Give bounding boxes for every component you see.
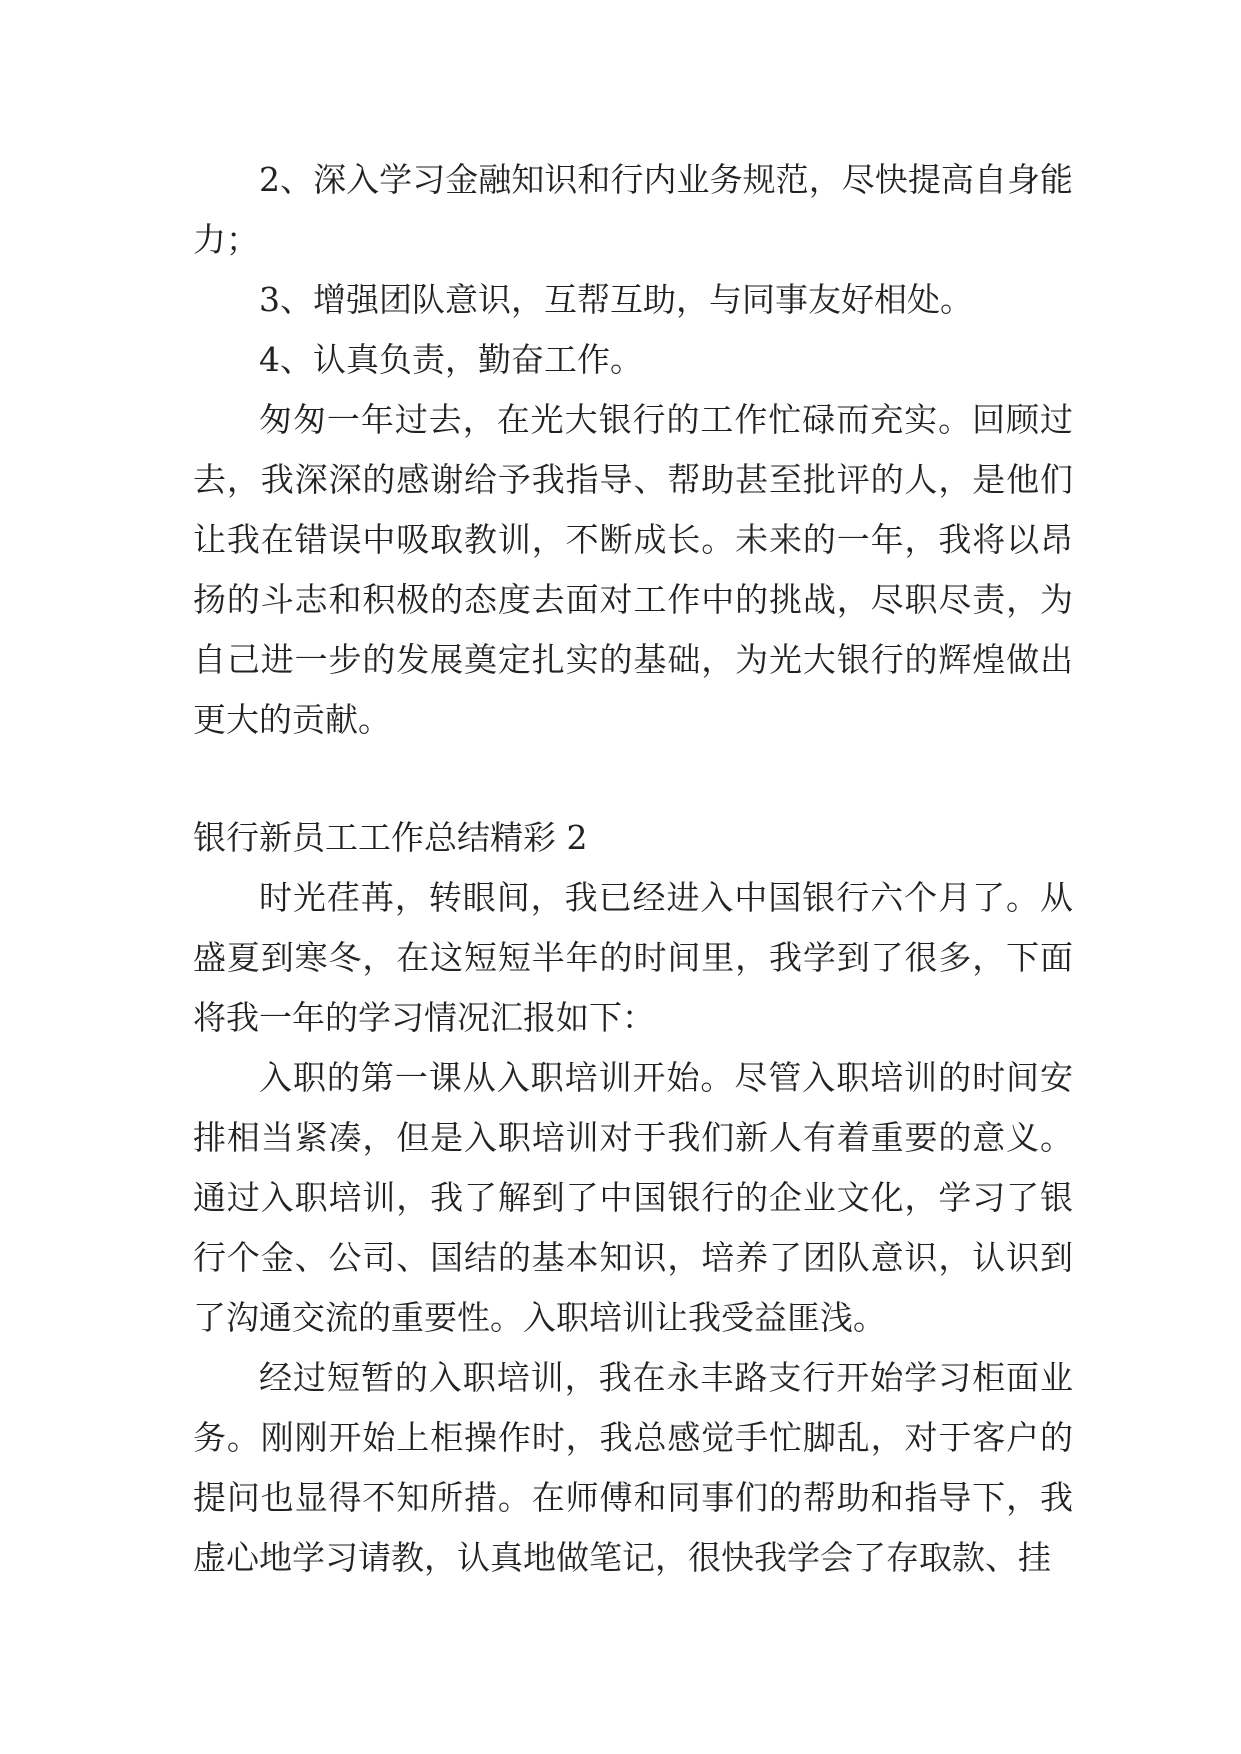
paragraph-counter-work: 经过短暂的入职培训，我在永丰路支行开始学习柜面业务。刚刚开始上柜操作时，我总感觉手忙脚乱，对于客户的提问也显得不知所措。在师傅和同事们的帮助和指导下，我虚心地学习请教，认真地做笔记，很快我学会了存取款、挂 [193, 1358, 1073, 1577]
paragraph-summary: 匆匆一年过去，在光大银行的工作忙碌而充实。回顾过去，我深深的感谢给予我指导、帮助甚至批评的人，是他们让我在错误中吸取教训，不断成长。未来的一年，我将以昂扬的斗志和积极的态度去面对工作中的挑战，尽职尽责，为自己进一步的发展奠定扎实的基础，为光大银行的辉煌做出更大的贡献。 [193, 400, 1073, 739]
paragraph-item-2: 2、深入学习金融知识和行内业务规范，尽快提高自身能力； [193, 160, 1073, 259]
document-page [193, 150, 1073, 1588]
paragraph-training: 入职的第一课从入职培训开始。尽管入职培训的时间安排相当紧凑，但是入职培训对于我们新人有着重要的意义。通过入职培训，我了解到了中国银行的企业文化，学习了银行个金、公司、国结的基本知识，培养了团队意识，认识到了沟通交流的重要性。入职培训让我受益匪浅。 [193, 1058, 1073, 1337]
paragraph-item-4: 4、认真负责，勤奋工作。 [259, 340, 643, 379]
paragraph-intro: 时光荏苒，转眼间，我已经进入中国银行六个月了。从盛夏到寒冬，在这短短半年的时间里，我学到了很多，下面将我一年的学习情况汇报如下： [193, 878, 1073, 1037]
paragraph-item-3: 3、增强团队意识，互帮互助，与同事友好相处。 [259, 280, 973, 319]
section-heading: 银行新员工工作总结精彩 2 [193, 818, 588, 857]
